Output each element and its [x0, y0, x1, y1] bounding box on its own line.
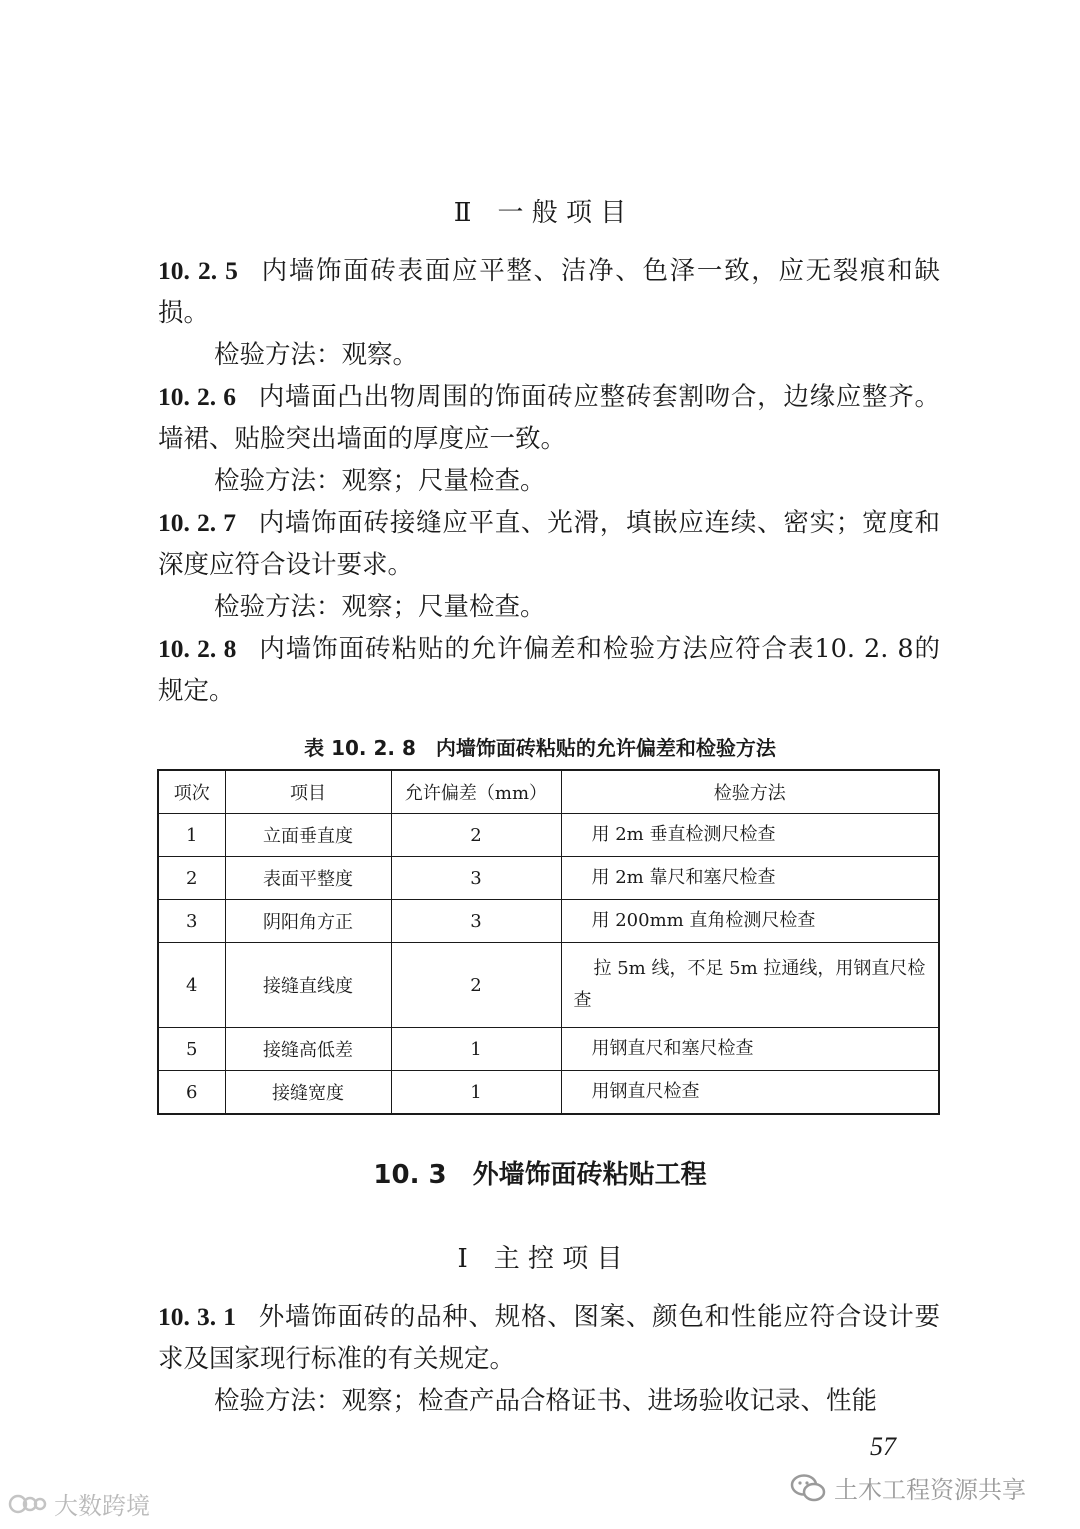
table-row — [158, 857, 939, 900]
page-number: 57 — [870, 1432, 896, 1461]
wechat-icon — [790, 1473, 826, 1503]
clause-text: 内墙面凸出物周围的饰面砖应整砖套割吻合，边缘应整齐。墙裙、贴脸突出墙面的厚度应一致。 — [158, 382, 940, 454]
row-number: 3 — [158, 900, 225, 943]
table-row — [158, 814, 939, 857]
clause-10-3-1 — [158, 1296, 940, 1380]
column-header: 项次 — [158, 770, 225, 814]
table-caption: 表 10. 2. 8 内墙饰面砖粘贴的允许偏差和检验方法 — [304, 736, 776, 760]
inspection-method: 检验方法：观察；尺量检查。 — [214, 592, 546, 622]
watermark-left — [8, 1486, 150, 1521]
row-tolerance: 1 — [391, 1071, 561, 1115]
row-item: 立面垂直度 — [225, 814, 391, 857]
inspection-method: 检验方法：观察；尺量检查。 — [214, 466, 546, 496]
row-tolerance: 2 — [391, 814, 561, 857]
column-header: 项目 — [225, 770, 391, 814]
row-tolerance: 3 — [391, 900, 561, 943]
clause-text: 内墙饰面砖表面应平整、洁净、色泽一致，应无裂痕和缺损。 — [158, 256, 940, 328]
clause-10-2-8 — [158, 628, 940, 712]
clause-10-2-5 — [158, 250, 940, 334]
row-method: 用钢直尺检查 — [561, 1071, 939, 1115]
row-item: 表面平整度 — [225, 857, 391, 900]
clause-text: 内墙饰面砖接缝应平直、光滑，填嵌应连续、密实；宽度和深度应符合设计要求。 — [158, 508, 940, 580]
row-tolerance: 3 — [391, 857, 561, 900]
row-number: 2 — [158, 857, 225, 900]
table-header-row — [158, 770, 939, 814]
clause-number: 10. 2. 8 — [158, 634, 237, 663]
column-header: 允许偏差（mm） — [391, 770, 561, 814]
row-tolerance: 1 — [391, 1028, 561, 1071]
table-row — [158, 1028, 939, 1071]
inspection-method: 检验方法：观察；检查产品合格证书、进场验收记录、性能 — [214, 1386, 878, 1416]
row-item: 阴阳角方正 — [225, 900, 391, 943]
inspection-method: 检验方法：观察。 — [214, 340, 419, 370]
table-row — [158, 943, 939, 1028]
tolerance-table — [157, 769, 940, 1115]
row-item: 接缝宽度 — [225, 1071, 391, 1115]
row-method: 用钢直尺和塞尺检查 — [561, 1028, 939, 1071]
row-item: 接缝直线度 — [225, 943, 391, 1028]
row-method: 用 2m 垂直检测尺检查 — [561, 814, 939, 857]
main-items-heading: Ⅰ 主 控 项 目 — [457, 1244, 623, 1274]
general-items-heading: Ⅱ 一 般 项 目 — [453, 198, 627, 228]
row-item: 接缝高低差 — [225, 1028, 391, 1071]
table-row — [158, 900, 939, 943]
row-method: 用 200mm 直角检测尺检查 — [561, 900, 939, 943]
row-method: 拉 5m 线，不足 5m 拉通线，用钢直尺检查 — [561, 943, 939, 1028]
clause-number: 10. 2. 5 — [158, 256, 238, 285]
clause-number: 10. 2. 6 — [158, 382, 236, 411]
watermark-left-text: 大数跨境 — [54, 1492, 150, 1520]
row-number: 1 — [158, 814, 225, 857]
row-number: 6 — [158, 1071, 225, 1115]
clause-text: 内墙饰面砖粘贴的允许偏差和检验方法应符合表10. 2. 8的规定。 — [158, 634, 941, 706]
clause-10-2-7 — [158, 502, 940, 586]
column-header: 检验方法 — [561, 770, 939, 814]
clause-number: 10. 3. 1 — [158, 1302, 236, 1331]
clause-number: 10. 2. 7 — [158, 508, 236, 537]
watermark-right-text: 土木工程资源共享 — [834, 1476, 1026, 1504]
row-number: 4 — [158, 943, 225, 1028]
row-method: 用 2m 靠尺和塞尺检查 — [561, 857, 939, 900]
watermark-right — [790, 1470, 1026, 1505]
section-title: 10. 3 外墙饰面砖粘贴工程 — [373, 1160, 707, 1190]
row-number: 5 — [158, 1028, 225, 1071]
clause-text: 外墙饰面砖的品种、规格、图案、颜色和性能应符合设计要求及国家现行标准的有关规定。 — [158, 1302, 940, 1374]
row-tolerance: 2 — [391, 943, 561, 1028]
clause-10-2-6 — [158, 376, 940, 460]
table-row — [158, 1071, 939, 1115]
logo-icon — [8, 1491, 48, 1517]
